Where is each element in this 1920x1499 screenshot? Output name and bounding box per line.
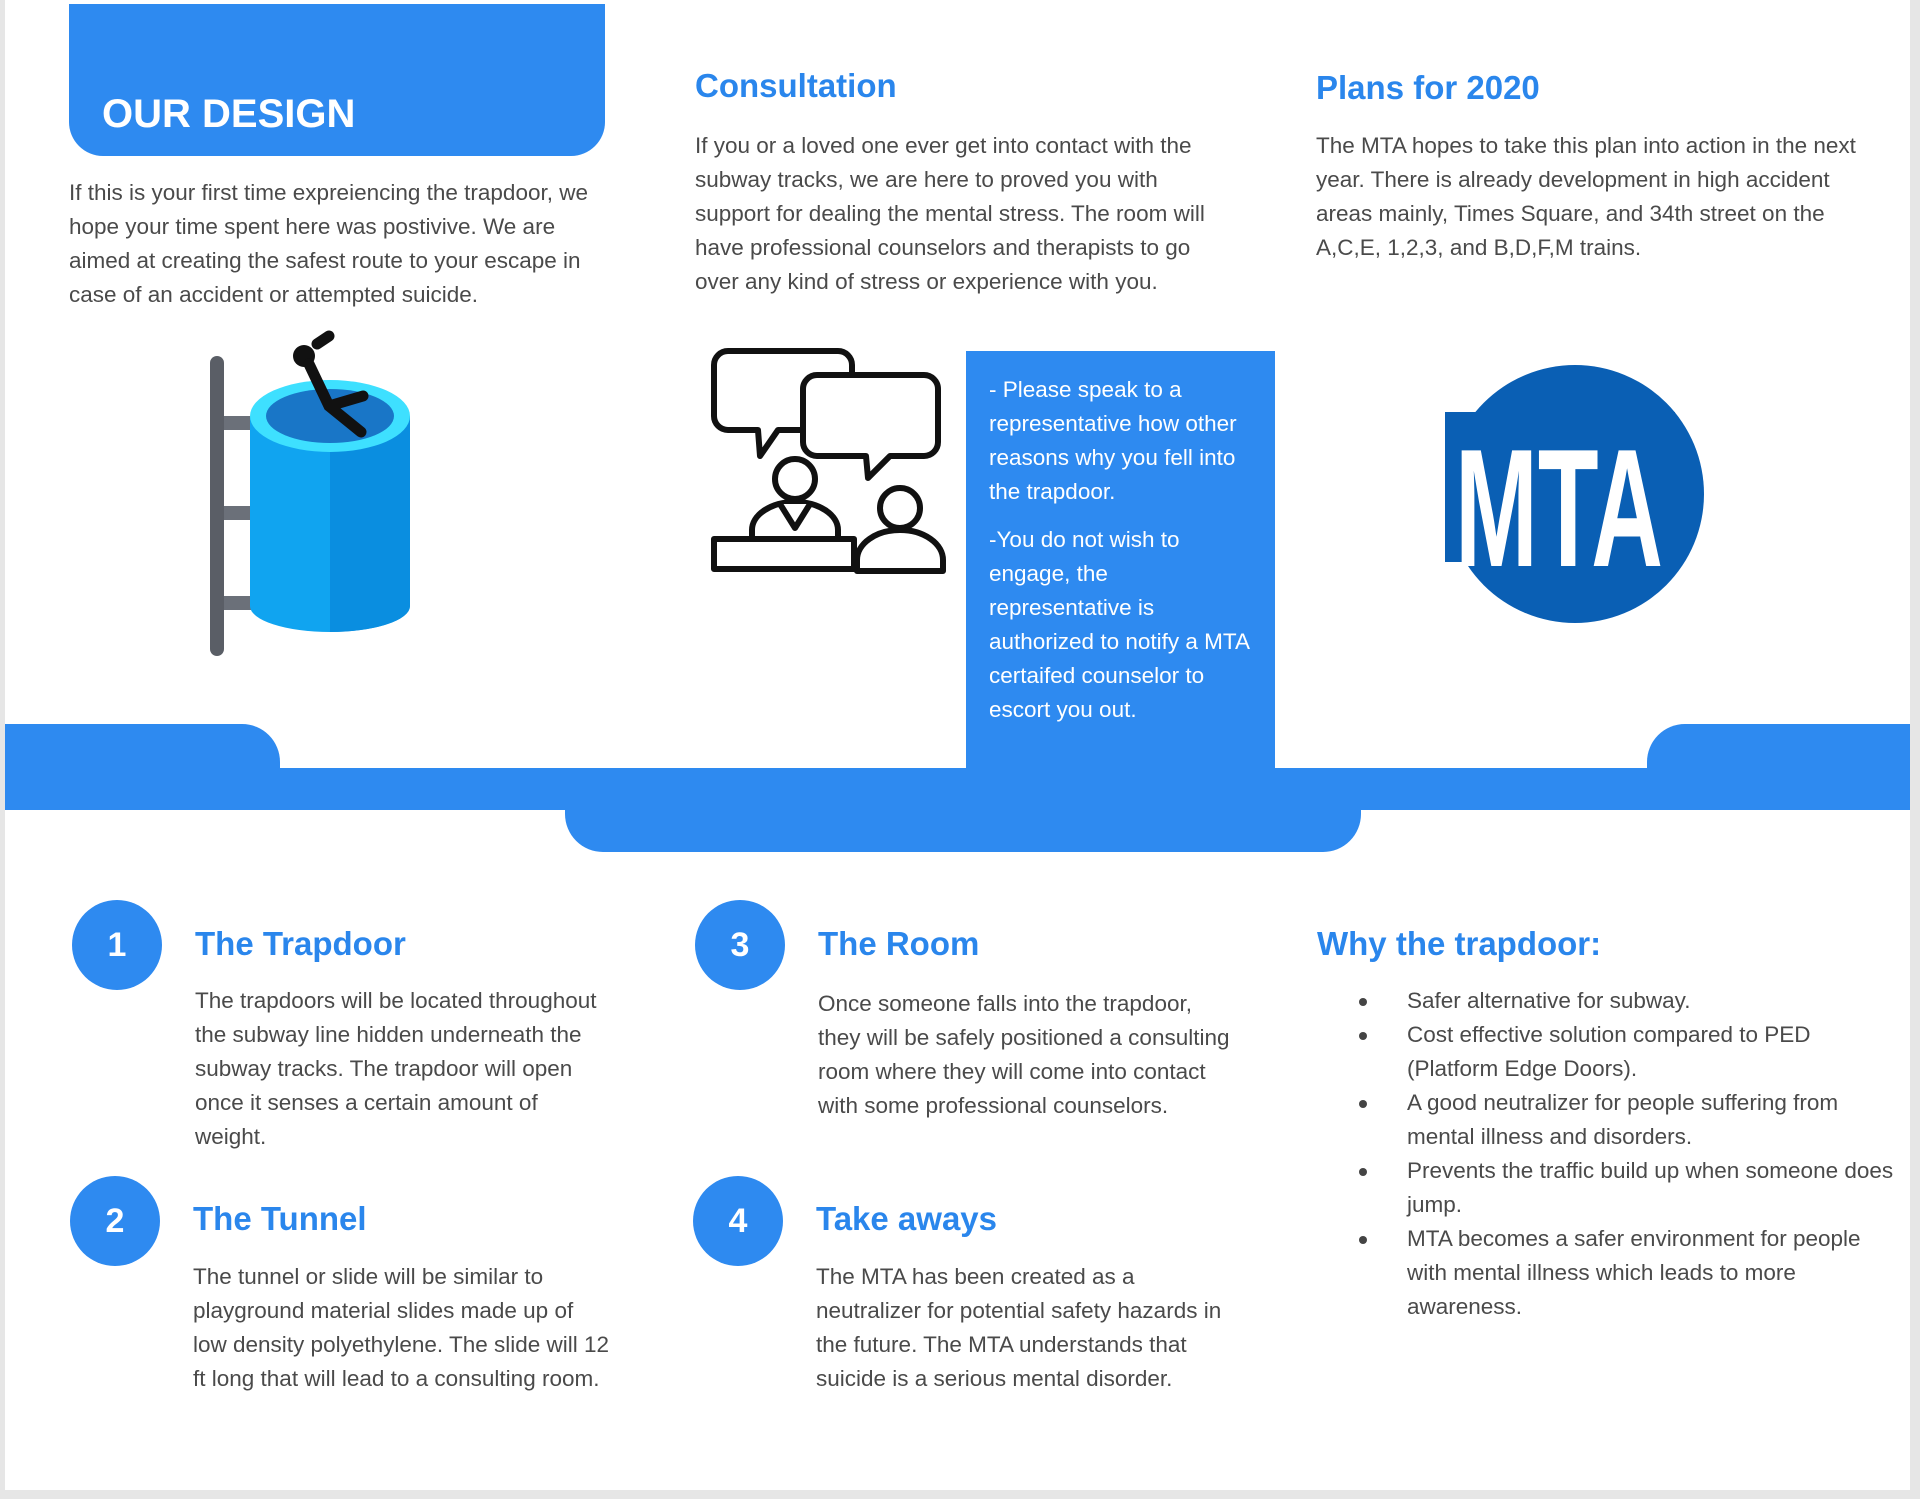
step-1-number: 1 bbox=[72, 900, 162, 990]
step-2-title: The Tunnel bbox=[193, 1200, 367, 1237]
divider-left-bump bbox=[5, 724, 280, 784]
why-list-item: A good neutralizer for people suffering from mental illness and disorders. bbox=[1323, 1086, 1903, 1154]
why-list-item: Prevents the traffic build up when someone does jump. bbox=[1323, 1154, 1903, 1222]
plans-body: The MTA hopes to take this plan into action in the next year. There is already development in high accident areas mainly, Times Square, and 34th street on the A,C,E, 1,2,3, and B,D,F,M trains. bbox=[1316, 133, 1856, 260]
step-4-body: The MTA has been created as a neutralizer for potential safety hazards in the future. The MTA understands that suicide is a serious mental disorder. bbox=[816, 1264, 1222, 1391]
why-list-item: Cost effective solution compared to PED (Platform Edge Doors). bbox=[1323, 1018, 1903, 1086]
info-box-para-1: - Please speak to a representative how other reasons why you fell into the trapdoor. bbox=[989, 377, 1237, 504]
why-title: Why the trapdoor: bbox=[1317, 925, 1602, 962]
plans-title: Plans for 2020 bbox=[1316, 69, 1540, 106]
our-design-banner bbox=[69, 4, 605, 156]
falling-person-into-tube-icon bbox=[205, 336, 435, 666]
step-4-title: Take aways bbox=[816, 1200, 998, 1237]
mta-logo bbox=[1445, 360, 1705, 630]
brochure-page bbox=[5, 0, 1910, 1490]
mta-logo-text: MTA bbox=[1455, 414, 1663, 602]
why-list bbox=[1323, 984, 1903, 1324]
divider-right-bump bbox=[1647, 724, 1910, 784]
info-box-para-2: -You do not wish to engage, the representative is authorized to notify a MTA certaifed counselor to escort you out. bbox=[989, 527, 1249, 722]
consultation-chat-icon bbox=[710, 346, 950, 586]
step-3-body: Once someone falls into the trapdoor, they will be safely positioned a consulting room where they will come into contact with some professional counselors. bbox=[818, 991, 1230, 1118]
step-1-title: The Trapdoor bbox=[195, 925, 406, 962]
step-2-number: 2 bbox=[70, 1176, 160, 1266]
step-3-title: The Room bbox=[818, 925, 980, 962]
step-2-body: The tunnel or slide will be similar to playground material slides made up of low density polyethylene. The slide will 12 ft long that will lead to a consulting room. bbox=[193, 1264, 610, 1391]
our-design-body: If this is your first time expreiencing the trapdoor, we hope your time spent here was postivive. We are aimed at creating the safest route to your escape in case of an accident or attempted suicide. bbox=[69, 180, 588, 307]
step-4-number: 4 bbox=[693, 1176, 783, 1266]
why-list-item: MTA becomes a safer environment for people with mental illness which leads to more awareness. bbox=[1323, 1222, 1903, 1324]
our-design-title: OUR DESIGN bbox=[102, 92, 356, 136]
info-box bbox=[966, 351, 1275, 811]
step-1-body: The trapdoors will be located throughout the subway line hidden underneath the subway tracks. The trapdoor will open once it senses a certain amount of weight. bbox=[195, 988, 597, 1149]
consultation-title: Consultation bbox=[695, 67, 897, 104]
consultation-body: If you or a loved one ever get into contact with the subway tracks, we are here to proved you with support for dealing the mental stress. The room will have professional counselors and therapists to go over any kind of stress or experience with you. bbox=[695, 133, 1205, 294]
step-3-number: 3 bbox=[695, 900, 785, 990]
why-list-item: Safer alternative for subway. bbox=[1323, 984, 1903, 1018]
